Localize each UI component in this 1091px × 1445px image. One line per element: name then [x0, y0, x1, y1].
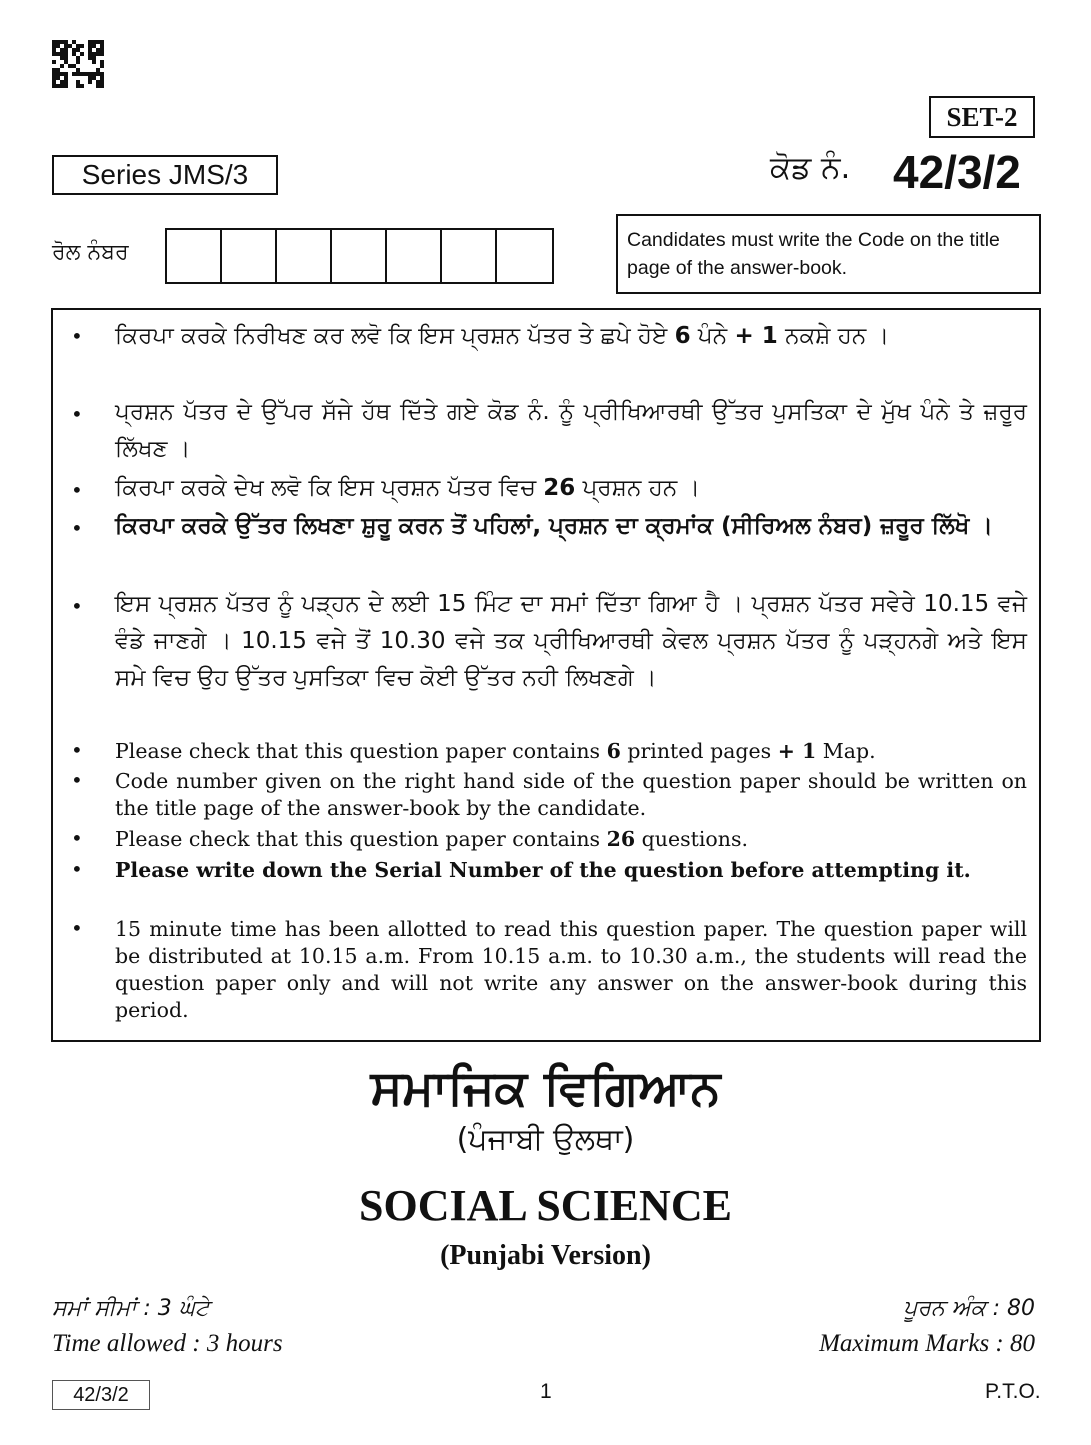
instruction-number: 26 — [543, 475, 576, 501]
subject-title-pa: ਸਮਾਜਿਕ ਵਿਗਿਆਨ — [370, 1060, 721, 1116]
page-number: 1 — [540, 1380, 552, 1403]
set-label: SET-2 — [929, 96, 1035, 138]
roll-digit-box[interactable] — [277, 230, 332, 282]
instruction-number: 26 — [606, 827, 636, 851]
bullet: • — [71, 324, 83, 348]
instruction-text: ਕਿਰਪਾ ਕਰਕੇ ਦੇਖ ਲਵੋ ਕਿ ਇਸ ਪ੍ਰਸ਼ਨ ਪੱਤਰ ਵਿਚ — [115, 475, 544, 501]
instruction-number: 6 — [606, 739, 621, 763]
version-pa: (ਪੰਜਾਬੀ ਉਲਥਾ) — [456, 1122, 635, 1157]
roll-digit-box[interactable] — [332, 230, 387, 282]
instruction-en-4: Please write down the Serial Number of the question before attempting it. — [115, 858, 971, 882]
max-marks-pa: ਪੂਰਨ ਅੰਕ : 80 — [903, 1296, 1035, 1321]
bullet: • — [71, 916, 83, 940]
instruction-pa-2: ਪ੍ਰਸ਼ਨ ਪੱਤਰ ਦੇ ਉੱਪਰ ਸੱਜੇ ਹੱਥ ਦਿੱਤੇ ਗਏ ਕੋਡ ਨੰ. ਨੂੰ ਪ੍ਰੀਖਿਆਰਥੀ ਉੱਤਰ ਪੁਸਤਿਕਾ ਦੇ ਮੁੱਖ ਪੰਨੇ ਤੇ ਜ਼ਰੂਰ ਲਿੱਖਣ । — [115, 399, 1027, 462]
instruction-text: Map. — [816, 739, 876, 763]
instruction-en-5: 15 minute time has been allotted to read this question paper. The question paper will be distributed at 10.15 a.m. From 10.15 a.m. to 10.30 a.m., the students will read the question paper only and will not write any answer on the answer-book during this period. — [115, 917, 1027, 1022]
bullet: • — [71, 857, 83, 881]
roll-digit-box[interactable] — [442, 230, 497, 282]
instruction-number: + 1 — [777, 739, 817, 763]
instruction-pa-1 — [115, 318, 1027, 355]
roll-digit-box[interactable] — [387, 230, 442, 282]
roll-digit-box[interactable] — [222, 230, 277, 282]
instruction-pa-5: ਇਸ ਪ੍ਰਸ਼ਨ ਪੱਤਰ ਨੂੰ ਪੜ੍ਹਨ ਦੇ ਲਈ 15 ਮਿੰਟ ਦਾ ਸਮਾਂ ਦਿੱਤਾ ਗਿਆ ਹੈ । ਪ੍ਰਸ਼ਨ ਪੱਤਰ ਸਵੇਰੇ 10.15 ਵਜੇ ਵੰਡੇ ਜਾਣਗੇ । 10.15 ਵਜੇ ਤੋਂ 10.30 ਵਜੇ ਤਕ ਪ੍ਰੀਖਿਆਰਥੀ ਕੇਵਲ ਪ੍ਰਸ਼ਨ ਪੱਤਰ ਨੂੰ ਪੜ੍ਹਨਗੇ ਅਤੇ ਇਸ ਸਮੇ ਵਿਚ ਉਹ ਉੱਤਰ ਪੁਸਤਿਕਾ ਵਿਚ ਕੋਈ ਉੱਤਰ ਨਹੀ ਲਿਖਣਗੇ । — [115, 591, 1027, 691]
instruction-text: ਨਕਸ਼ੇ ਹਨ । — [777, 323, 890, 349]
instruction-number: 6 — [674, 323, 691, 349]
roll-number-label: ਰੋਲ ਨੰਬਰ — [52, 240, 129, 265]
instruction-en-1 — [115, 738, 1027, 765]
instruction-text: printed pages — [620, 739, 778, 763]
time-allowed-pa: ਸਮਾਂ ਸੀਮਾਂ : 3 ਘੰਟੇ — [52, 1296, 210, 1321]
subject-title-en: SOCIAL SCIENCE — [359, 1181, 732, 1230]
instruction-text: Please check that this question paper contains — [115, 827, 607, 851]
qr-code-icon — [52, 40, 104, 88]
candidates-note: Candidates must write the Code on the title page of the answer-book. — [616, 214, 1041, 294]
footer-code: 42/3/2 — [52, 1380, 150, 1410]
max-marks-en: Maximum Marks : 80 — [819, 1330, 1035, 1357]
time-allowed-en: Time allowed : 3 hours — [52, 1330, 283, 1357]
instruction-text: ਪੰਨੇ — [690, 323, 735, 349]
bullet: • — [71, 516, 83, 540]
instruction-en-2: Code number given on the right hand side of the question paper should be written on the title page of the answer-book by the candidate. — [115, 769, 1027, 820]
instruction-en-3 — [115, 826, 1027, 853]
code-label: ਕੋਡ ਨੰ. — [770, 150, 851, 186]
instruction-pa-3 — [115, 470, 1027, 507]
bullet: • — [71, 594, 83, 618]
qr-module — [100, 84, 104, 88]
bullet: • — [71, 402, 83, 426]
roll-digit-box[interactable] — [167, 230, 222, 282]
pto-label: P.T.O. — [985, 1380, 1041, 1403]
bullet: • — [71, 768, 83, 792]
instruction-text: Please check that this question paper contains — [115, 739, 607, 763]
instruction-number: + 1 — [734, 323, 778, 349]
instructions-box — [51, 308, 1041, 1042]
instruction-text: ਪ੍ਰਸ਼ਨ ਹਨ । — [575, 475, 701, 501]
roll-number-boxes[interactable] — [165, 228, 554, 284]
instruction-text: ਕਿਰਪਾ ਕਰਕੇ ਨਿਰੀਖਣ ਕਰ ਲਵੋ ਕਿ ਇਸ ਪ੍ਰਸ਼ਨ ਪੱਤਰ ਤੇ ਛਪੇ ਹੋਏ — [115, 323, 675, 349]
bullet: • — [71, 738, 83, 762]
roll-digit-box[interactable] — [497, 230, 552, 282]
instruction-text: questions. — [635, 827, 748, 851]
instruction-pa-4: ਕਿਰਪਾ ਕਰਕੇ ਉੱਤਰ ਲਿਖਣਾ ਸ਼ੁਰੂ ਕਰਨ ਤੋਂ ਪਹਿਲਾਂ, ਪ੍ਰਸ਼ਨ ਦਾ ਕ੍ਰਮਾਂਕ (ਸੀਰਿਅਲ ਨੰਬਰ) ਜ਼ਰੂਰ ਲਿੱਖੋ । — [115, 513, 993, 539]
bullet: • — [71, 478, 83, 502]
series-label: Series JMS/3 — [52, 155, 278, 195]
version-en: (Punjabi Version) — [440, 1240, 651, 1271]
paper-code: 42/3/2 — [893, 146, 1021, 198]
bullet: • — [71, 826, 83, 850]
